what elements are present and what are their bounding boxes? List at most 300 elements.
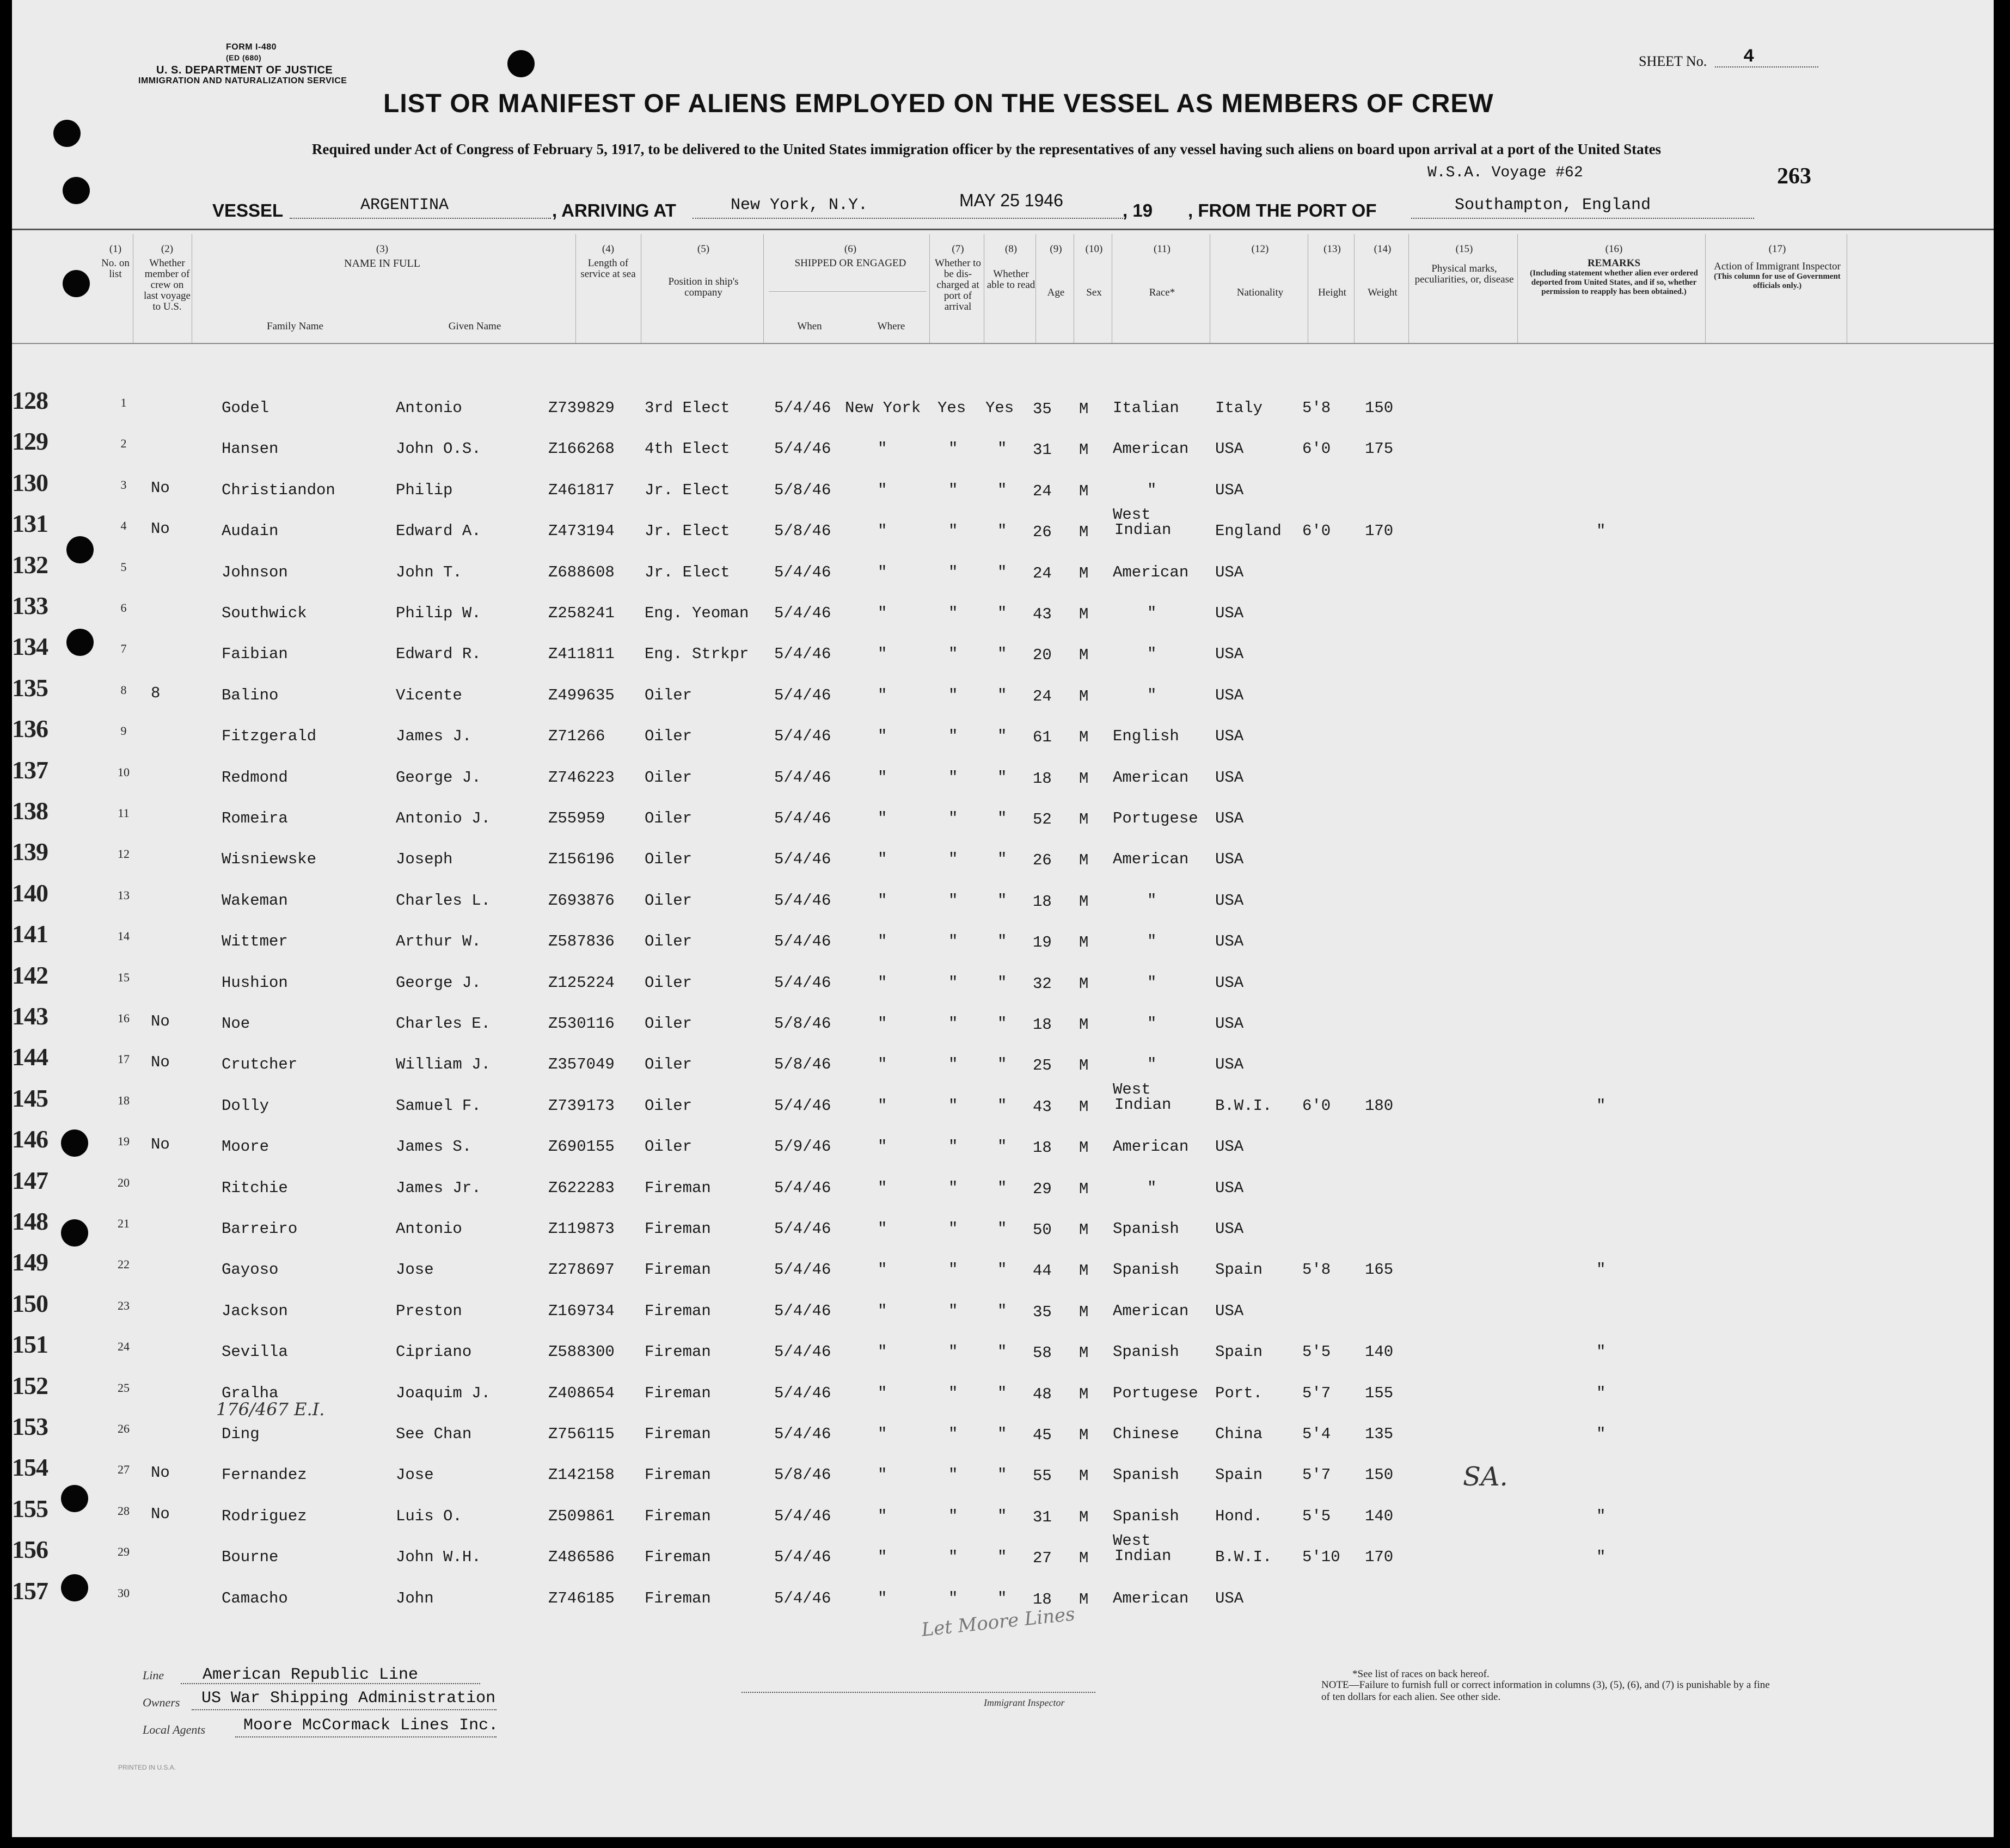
ship-position: Oiler — [645, 1015, 693, 1033]
row-sequence-number: 148 — [12, 1207, 48, 1235]
shipped-when: 5/4/46 — [774, 768, 831, 787]
nationality: Hond. — [1215, 1507, 1263, 1525]
remark: " — [1596, 1261, 1606, 1279]
weight: 140 — [1365, 1507, 1394, 1525]
able-to-read: " — [997, 645, 1007, 664]
discharged: " — [948, 768, 958, 787]
family-name: Gayoso — [222, 1261, 279, 1279]
shipped-where: " — [878, 809, 887, 827]
vessel-name: ARGENTINA — [360, 196, 449, 214]
shipped-where: " — [878, 1589, 887, 1607]
age: 24 — [1033, 687, 1052, 705]
given-name: James Jr. — [396, 1178, 481, 1197]
age: 18 — [1033, 892, 1052, 911]
race: " — [1147, 1178, 1157, 1197]
nationality: USA — [1215, 850, 1244, 869]
sex: M — [1079, 1590, 1089, 1608]
family-name: Camacho — [222, 1589, 288, 1607]
remark: " — [1596, 1096, 1606, 1115]
shipped-when: 5/4/46 — [774, 1220, 831, 1238]
given-name: Samuel F. — [396, 1096, 481, 1115]
previous-voyage: 8 — [151, 684, 161, 702]
discharged: " — [948, 1261, 958, 1279]
discharged: " — [948, 604, 958, 622]
row-sequence-number: 135 — [12, 673, 48, 702]
age: 52 — [1033, 811, 1052, 828]
shipped-where: " — [878, 1178, 887, 1197]
shipped-where: " — [878, 932, 887, 951]
service-number: Z739173 — [548, 1096, 615, 1115]
discharged: " — [948, 1220, 958, 1238]
row-sequence-number: 141 — [12, 920, 48, 948]
nationality: Port. — [1215, 1384, 1263, 1402]
given-name: George J. — [396, 973, 481, 992]
service-number: Z156196 — [548, 850, 615, 869]
col-3-header: (3) NAME IN FULL — [344, 243, 420, 269]
shipped-when: 5/8/46 — [774, 522, 831, 541]
line-number: 4 — [120, 519, 127, 533]
agents-label: Local Agents — [143, 1723, 206, 1736]
line-number: 7 — [120, 642, 127, 656]
discharged: " — [948, 1138, 958, 1156]
owners-value: US War Shipping Administration — [201, 1689, 496, 1708]
sex: M — [1079, 687, 1089, 705]
line-number: 23 — [118, 1298, 130, 1312]
family-name: Redmond — [222, 768, 288, 787]
service-number: Z119873 — [548, 1220, 615, 1238]
family-name: Sevilla — [222, 1343, 288, 1361]
sex: M — [1079, 934, 1089, 952]
discharged: " — [948, 563, 958, 581]
line-number: 14 — [118, 929, 130, 943]
arriving-line — [693, 218, 1125, 219]
family-name: Jackson — [222, 1301, 288, 1320]
service-number: Z408654 — [548, 1384, 615, 1402]
line-number: 16 — [118, 1011, 130, 1025]
race-line-2: Indian — [1114, 521, 1172, 539]
inspector-label: Immigrant Inspector — [984, 1697, 1065, 1708]
line-number: 24 — [118, 1340, 130, 1354]
family-name: Fernandez — [222, 1466, 307, 1484]
service-number: Z622283 — [548, 1178, 615, 1197]
row-sequence-number: 152 — [12, 1371, 48, 1399]
sex: M — [1079, 1467, 1089, 1485]
service-number: Z690155 — [548, 1138, 615, 1156]
race: West — [1113, 1532, 1151, 1550]
weight: 165 — [1365, 1261, 1394, 1279]
able-to-read: " — [997, 563, 1007, 581]
ship-position: Oiler — [645, 850, 693, 869]
able-to-read: " — [997, 932, 1007, 951]
age: 24 — [1033, 564, 1052, 582]
race: English — [1113, 727, 1179, 746]
previous-voyage: No — [151, 478, 170, 497]
from-label: , FROM THE PORT OF — [1188, 200, 1377, 220]
col-9-header: (9) Age — [1047, 243, 1065, 298]
nationality: USA — [1215, 1055, 1244, 1074]
line-number: 28 — [118, 1503, 130, 1518]
weight: 140 — [1365, 1343, 1394, 1361]
punch-hole — [507, 50, 535, 77]
punch-hole — [61, 1574, 88, 1601]
given-name: Antonio — [396, 1220, 462, 1238]
col-7-header: (7) Whether to be dis-charged at port of arrival — [935, 243, 981, 312]
punch-hole — [63, 177, 90, 204]
line-number: 13 — [118, 888, 130, 902]
col-4-header: (4) Length of service at sea — [580, 243, 636, 280]
vessel-label: VESSEL — [212, 200, 284, 220]
col-14-header: (14) Weight — [1368, 243, 1398, 298]
shipped-when: 5/4/46 — [774, 1178, 831, 1197]
shipped-when: 5/4/46 — [774, 1261, 831, 1279]
shipped-where: " — [878, 1384, 887, 1402]
shipped-where: " — [878, 1015, 887, 1033]
sex: M — [1079, 646, 1089, 665]
line-number: 19 — [118, 1134, 130, 1149]
able-to-read: Yes — [985, 399, 1014, 417]
age: 18 — [1033, 769, 1052, 788]
shipped-when: 5/4/46 — [774, 563, 831, 581]
col-10-header: (10) Sex — [1085, 243, 1103, 298]
nationality: USA — [1215, 1178, 1244, 1197]
family-name: Johnson — [222, 563, 288, 581]
able-to-read: " — [997, 1138, 1007, 1156]
age: 18 — [1033, 1590, 1052, 1608]
shipped-when: 5/4/46 — [774, 1548, 831, 1567]
remark: " — [1596, 1343, 1606, 1361]
ship-position: Oiler — [645, 973, 693, 992]
given-name: Charles L. — [396, 891, 491, 910]
remark: " — [1596, 522, 1606, 541]
sex: M — [1079, 1057, 1089, 1075]
able-to-read: " — [997, 1548, 1007, 1567]
punch-hole — [63, 270, 90, 297]
race: Portugese — [1113, 1384, 1198, 1402]
row-sequence-number: 149 — [12, 1248, 48, 1276]
sex: M — [1079, 400, 1089, 418]
header-top-rule — [12, 229, 1994, 230]
nationality: England — [1215, 522, 1282, 541]
previous-voyage: No — [151, 1505, 170, 1523]
height: 5'4 — [1302, 1425, 1331, 1443]
discharged: " — [948, 850, 958, 869]
family-name: Ritchie — [222, 1178, 288, 1197]
race: American — [1113, 1138, 1189, 1156]
race: Spanish — [1113, 1507, 1179, 1525]
ship-position: Oiler — [645, 932, 693, 951]
remark: " — [1596, 1425, 1606, 1443]
line-number: 20 — [118, 1175, 130, 1189]
family-name: Romeira — [222, 809, 288, 827]
able-to-read: " — [997, 809, 1007, 827]
service-number: Z509861 — [548, 1507, 615, 1525]
family-name: Moore — [222, 1138, 269, 1156]
shipped-where: " — [878, 481, 887, 499]
able-to-read: " — [997, 440, 1007, 458]
discharged: " — [948, 1589, 958, 1607]
sex: M — [1079, 1139, 1089, 1157]
line-number: 27 — [118, 1463, 130, 1477]
manifest-subtitle: Required under Act of Congress of February 5, 1917, to be delivered to the United States immigration officer by the representatives of any vessel having such aliens on board upon arrival at a port of the United States — [311, 141, 1662, 157]
nationality: USA — [1215, 727, 1244, 746]
able-to-read: " — [997, 1384, 1007, 1402]
shipped-where: " — [878, 1343, 887, 1361]
row-sequence-number: 157 — [12, 1576, 48, 1605]
able-to-read: " — [997, 768, 1007, 787]
previous-voyage: No — [151, 520, 170, 538]
manifest-title: LIST OR MANIFEST OF ALIENS EMPLOYED ON THE VESSEL AS MEMBERS OF CREW — [383, 89, 1494, 118]
sex: M — [1079, 523, 1089, 542]
col-6-header: (6) SHIPPED OR ENGAGED — [794, 243, 906, 269]
line-number: 18 — [118, 1093, 130, 1107]
ship-position: Fireman — [645, 1301, 711, 1320]
discharged: " — [948, 1055, 958, 1074]
race: Italian — [1113, 399, 1179, 417]
sex: M — [1079, 851, 1089, 870]
able-to-read: " — [997, 1178, 1007, 1197]
ship-position: 3rd Elect — [645, 399, 730, 417]
race: Spanish — [1113, 1466, 1179, 1484]
shipped-where: " — [878, 1301, 887, 1320]
line-number: 17 — [118, 1052, 130, 1066]
discharged: " — [948, 1178, 958, 1197]
given-name: Edward A. — [396, 522, 481, 541]
nationality: China — [1215, 1425, 1263, 1443]
height: 6'0 — [1302, 440, 1331, 458]
shipped-when: 5/4/46 — [774, 973, 831, 992]
age: 50 — [1033, 1221, 1052, 1239]
family-name: Hushion — [222, 973, 288, 992]
punch-hole — [61, 1219, 88, 1247]
voyage: W.S.A. Voyage #62 — [1427, 164, 1583, 181]
shipped-when: 5/4/46 — [774, 440, 831, 458]
nationality: USA — [1215, 1589, 1244, 1607]
shipped-where: " — [878, 440, 887, 458]
service-number: Z258241 — [548, 604, 615, 622]
shipped-where: " — [878, 1466, 887, 1484]
race: " — [1147, 481, 1157, 499]
family-name: Wittmer — [222, 932, 288, 951]
nationality: USA — [1215, 481, 1244, 499]
shipped-when: 5/4/46 — [774, 1096, 831, 1115]
shipped-where: " — [878, 891, 887, 910]
shipped-when: 5/4/46 — [774, 1384, 831, 1402]
discharged: " — [948, 1425, 958, 1443]
height: 5'8 — [1302, 1261, 1331, 1279]
sheet-label: SHEET No. — [1639, 53, 1707, 69]
ship-position: Jr. Elect — [645, 522, 730, 541]
service-number: Z688608 — [548, 563, 615, 581]
service-number: Z587836 — [548, 932, 615, 951]
arriving-at: New York, N.Y. — [731, 196, 868, 214]
line-number: 12 — [118, 847, 130, 861]
shipped-where: " — [878, 522, 887, 541]
family-name: Noe — [222, 1015, 250, 1033]
shipped-when: 5/4/46 — [774, 891, 831, 910]
col-15-header: (15) Physical marks, peculiarities, or, disease — [1414, 243, 1514, 285]
line-number: 8 — [120, 683, 127, 697]
discharged: " — [948, 891, 958, 910]
service-number: Z357049 — [548, 1055, 615, 1074]
discharged: " — [948, 645, 958, 664]
able-to-read: " — [997, 604, 1007, 622]
vessel-line — [290, 218, 551, 219]
col-13-header: (13) Height — [1318, 243, 1346, 298]
row-sequence-number: 153 — [12, 1413, 48, 1440]
line-number: 22 — [118, 1257, 130, 1272]
weight: 180 — [1365, 1096, 1394, 1115]
family-name: Faibian — [222, 645, 288, 664]
shipped-when: 5/4/46 — [774, 932, 831, 951]
race-line-2: Indian — [1114, 1547, 1172, 1565]
sex: M — [1079, 1385, 1089, 1403]
nationality: USA — [1215, 1301, 1244, 1320]
row-sequence-number: 156 — [12, 1536, 48, 1564]
shipped-where: " — [878, 1261, 887, 1279]
race: Spanish — [1113, 1343, 1179, 1361]
annotation-fernandez: SA. — [1463, 1462, 1508, 1492]
discharged: " — [948, 522, 958, 541]
line-number: 3 — [120, 477, 127, 492]
height: 5'5 — [1302, 1343, 1331, 1361]
ship-position: Fireman — [645, 1261, 711, 1279]
family-name: Rodriguez — [222, 1507, 307, 1525]
previous-voyage: No — [151, 1012, 170, 1030]
ship-position: Fireman — [645, 1178, 711, 1197]
able-to-read: " — [997, 1343, 1007, 1361]
sex: M — [1079, 811, 1089, 828]
weight: 135 — [1365, 1425, 1394, 1443]
shipped-where: " — [878, 768, 887, 787]
given-name: Luis O. — [396, 1507, 462, 1525]
age: 45 — [1033, 1426, 1052, 1444]
nationality: Spain — [1215, 1343, 1263, 1361]
race: American — [1113, 850, 1189, 869]
manifest-sheet — [12, 0, 1994, 1837]
age: 19 — [1033, 934, 1052, 952]
service-number: Z486586 — [548, 1548, 615, 1567]
family-name: Southwick — [222, 604, 307, 622]
given-name: Antonio J. — [396, 809, 491, 827]
from-port: Southampton, England — [1455, 196, 1651, 214]
able-to-read: " — [997, 1425, 1007, 1443]
age: 55 — [1033, 1467, 1052, 1485]
line-number: 26 — [118, 1422, 130, 1435]
discharged: " — [948, 1384, 958, 1402]
race: American — [1113, 563, 1189, 581]
race: Spanish — [1113, 1220, 1179, 1238]
service-number: Z142158 — [548, 1466, 615, 1484]
races-note: *See list of races on back hereof. — [1352, 1668, 1490, 1680]
age: 44 — [1033, 1262, 1052, 1280]
line-number: 5 — [120, 560, 127, 574]
ship-position: Oiler — [645, 809, 693, 827]
able-to-read: " — [997, 481, 1007, 499]
able-to-read: " — [997, 1301, 1007, 1320]
race: " — [1147, 973, 1157, 992]
nationality: B.W.I. — [1215, 1548, 1272, 1567]
able-to-read: " — [997, 686, 1007, 704]
form-sub: (ED (680) — [226, 53, 262, 62]
sex: M — [1079, 892, 1089, 911]
given-name: John O.S. — [396, 440, 481, 458]
sex: M — [1079, 1303, 1089, 1321]
family-name: Bourne — [222, 1548, 279, 1567]
family-name: Fitzgerald — [222, 727, 317, 746]
nationality: USA — [1215, 768, 1244, 787]
ship-position: Fireman — [645, 1384, 711, 1402]
height: 5'10 — [1302, 1548, 1340, 1567]
line-value: American Republic Line — [203, 1666, 419, 1684]
given-name: Edward R. — [396, 645, 481, 664]
shipped-where: " — [878, 727, 887, 746]
sex: M — [1079, 728, 1089, 747]
race: American — [1113, 440, 1189, 458]
annotation-bottom: Let Moore Lines — [920, 1603, 1076, 1641]
ship-position: Oiler — [645, 686, 693, 704]
row-sequence-number: 136 — [12, 715, 48, 743]
family-name: Gralha — [222, 1384, 279, 1402]
department: U. S. DEPARTMENT OF JUSTICE — [156, 64, 333, 76]
row-sequence-number: 133 — [12, 592, 48, 619]
discharged: " — [948, 481, 958, 499]
line-number: 10 — [118, 765, 130, 779]
age: 61 — [1033, 728, 1052, 747]
ship-position: Oiler — [645, 1138, 693, 1156]
shipped-where: " — [878, 1507, 887, 1525]
discharged: " — [948, 1507, 958, 1525]
row-sequence-number: 150 — [12, 1289, 48, 1317]
previous-voyage: No — [151, 1464, 170, 1482]
given-name: Antonio — [396, 399, 462, 417]
given-name: Jose — [396, 1466, 434, 1484]
able-to-read: " — [997, 1096, 1007, 1115]
discharged: Yes — [937, 399, 966, 417]
age: 24 — [1033, 482, 1052, 500]
row-sequence-number: 129 — [12, 427, 48, 456]
service-number: Z473194 — [548, 522, 615, 541]
previous-voyage: No — [151, 1135, 170, 1154]
able-to-read: " — [997, 1015, 1007, 1033]
age: 35 — [1033, 400, 1052, 418]
line-number: 6 — [120, 601, 127, 615]
given-name: Preston — [396, 1301, 462, 1320]
discharged: " — [948, 932, 958, 951]
arriving-label: , ARRIVING AT — [552, 200, 676, 220]
nationality: USA — [1215, 440, 1244, 458]
from-line — [1411, 218, 1754, 219]
ship-position: Fireman — [645, 1343, 711, 1361]
line-number: 25 — [118, 1380, 130, 1395]
form-number: FORM I-480 — [226, 42, 277, 52]
service-number: Z530116 — [548, 1015, 615, 1033]
printed-in: PRINTED IN U.S.A. — [118, 1764, 176, 1771]
given-name: Joseph — [396, 850, 453, 869]
row-sequence-number: 137 — [12, 756, 48, 784]
punch-hole — [61, 1485, 88, 1512]
given-name: James J. — [396, 727, 472, 746]
row-sequence-number: 144 — [12, 1043, 48, 1071]
service-number: Z746223 — [548, 768, 615, 787]
able-to-read: " — [997, 850, 1007, 869]
line-number: 1 — [120, 396, 127, 409]
shipped-where: " — [878, 1096, 887, 1115]
age: 20 — [1033, 646, 1052, 665]
line-number: 11 — [118, 806, 130, 820]
given-name: Cipriano — [396, 1343, 472, 1361]
row-sequence-number: 155 — [12, 1494, 48, 1522]
given-name: George J. — [396, 768, 481, 787]
